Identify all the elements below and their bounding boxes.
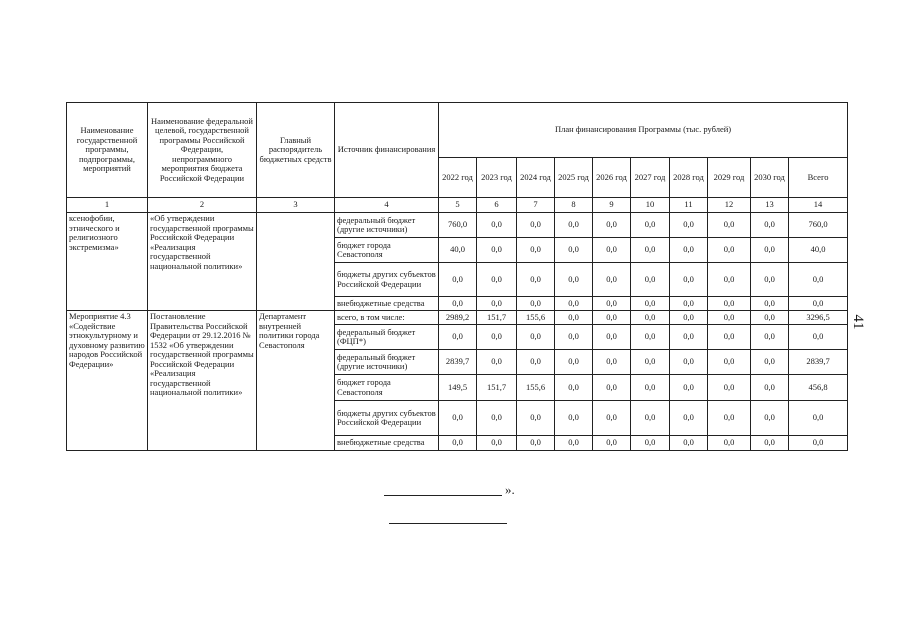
value-cell: 0,0 [708,263,751,297]
value-cell: 0,0 [670,213,708,238]
value-cell: 0,0 [477,213,517,238]
value-cell: 0,0 [631,238,670,263]
page-number: 41 [850,314,866,330]
value-cell: 0,0 [670,238,708,263]
value-cell: 0,0 [631,297,670,311]
value-cell: 0,0 [708,350,751,375]
value-cell: 0,0 [555,401,593,436]
column-index: 3 [257,198,335,213]
value-cell: 155,6 [517,311,555,325]
column-index: 1 [67,198,148,213]
column-index: 8 [555,198,593,213]
block1-measure-name: ксенофобии, этнического и религиозного экстремизма» [67,213,148,311]
value-cell: 0,0 [670,325,708,350]
value-cell: 0,0 [593,350,631,375]
source-label: внебюджетные средства [335,436,439,451]
value-cell: 0,0 [670,297,708,311]
value-cell: 0,0 [593,375,631,401]
value-cell: 0,0 [555,238,593,263]
value-cell: 0,0 [439,436,477,451]
source-label: бюджет города Севастополя [335,238,439,263]
value-cell: 0,0 [708,238,751,263]
value-cell: 0,0 [708,213,751,238]
value-cell: 0,0 [708,311,751,325]
total-cell: 0,0 [789,401,848,436]
financing-table [66,102,848,451]
column-index: 6 [477,198,517,213]
value-cell: 0,0 [555,297,593,311]
value-cell: 0,0 [593,213,631,238]
value-cell: 0,0 [555,436,593,451]
value-cell: 0,0 [593,401,631,436]
total-cell: 760,0 [789,213,848,238]
value-cell: 40,0 [439,238,477,263]
value-cell: 0,0 [631,350,670,375]
separator-line [389,523,507,524]
value-cell: 0,0 [708,297,751,311]
source-label: федеральный бюджет (ФЦП*) [335,325,439,350]
value-cell: 0,0 [555,263,593,297]
source-label: бюджеты других субъектов Российской Федерации [335,263,439,297]
value-cell: 0,0 [670,375,708,401]
value-cell: 0,0 [593,436,631,451]
value-cell: 0,0 [593,325,631,350]
block2-measure-name: Мероприятие 4.3 «Содействие этнокультурному и духовному развитию народов Российской Федерации» [67,311,148,451]
value-cell: 0,0 [439,325,477,350]
total-cell: 3296,5 [789,311,848,325]
column-index: 10 [631,198,670,213]
value-cell: 0,0 [593,311,631,325]
column-index: 12 [708,198,751,213]
closing-quote-mark: ». [505,482,515,497]
column-index: 7 [517,198,555,213]
header-budget-manager: Главный распорядитель бюджетных средств [257,103,335,198]
column-index: 13 [751,198,789,213]
value-cell: 0,0 [708,375,751,401]
value-cell: 0,0 [751,325,789,350]
value-cell: 0,0 [631,213,670,238]
value-cell: 0,0 [708,401,751,436]
value-cell: 149,5 [439,375,477,401]
column-index: 9 [593,198,631,213]
value-cell: 0,0 [751,213,789,238]
value-cell: 0,0 [631,375,670,401]
value-cell: 0,0 [751,297,789,311]
value-cell: 760,0 [439,213,477,238]
value-cell: 0,0 [708,325,751,350]
total-cell: 456,8 [789,375,848,401]
value-cell: 0,0 [708,436,751,451]
value-cell: 0,0 [593,297,631,311]
source-label: внебюджетные средства [335,297,439,311]
block1-program-doc: «Об утверждении государственной программы Российской Федерации «Реализация государственной национальной политики» [148,213,257,311]
value-cell: 0,0 [517,213,555,238]
value-cell: 151,7 [477,375,517,401]
total-cell: 40,0 [789,238,848,263]
header-year: 2030 год [751,158,789,198]
value-cell: 0,0 [477,350,517,375]
value-cell: 0,0 [517,325,555,350]
column-index: 2 [148,198,257,213]
value-cell: 0,0 [631,436,670,451]
value-cell: 0,0 [517,238,555,263]
header-federal-program: Наименование федеральной целевой, государственной программы Российской Федерации, непрограммного мероприятия бюджета Российской Федерации [148,103,257,198]
value-cell: 0,0 [477,401,517,436]
column-index: 4 [335,198,439,213]
value-cell: 0,0 [593,263,631,297]
value-cell: 0,0 [439,401,477,436]
column-index: 14 [789,198,848,213]
value-cell: 0,0 [631,325,670,350]
header-total: Всего [789,158,848,198]
column-index: 5 [439,198,477,213]
value-cell: 0,0 [751,311,789,325]
value-cell: 0,0 [631,311,670,325]
value-cell: 0,0 [477,238,517,263]
value-cell: 0,0 [477,297,517,311]
value-cell: 0,0 [439,263,477,297]
value-cell: 0,0 [517,350,555,375]
source-label: бюджет города Севастополя [335,375,439,401]
header-funding-source: Источник финансирования [335,103,439,198]
source-label: бюджеты других субъектов Российской Федерации [335,401,439,436]
value-cell: 0,0 [670,401,708,436]
value-cell: 151,7 [477,311,517,325]
value-cell: 0,0 [555,311,593,325]
header-year: 2029 год [708,158,751,198]
closing-line [384,495,502,496]
value-cell: 0,0 [751,350,789,375]
total-cell: 0,0 [789,297,848,311]
value-cell: 2839,7 [439,350,477,375]
header-financing-plan: План финансирования Программы (тыс. рублей) [439,103,848,158]
value-cell: 0,0 [477,436,517,451]
value-cell: 0,0 [631,401,670,436]
value-cell: 0,0 [670,311,708,325]
header-year: 2024 год [517,158,555,198]
header-year: 2026 год [593,158,631,198]
value-cell: 0,0 [751,401,789,436]
column-index: 11 [670,198,708,213]
header-year: 2027 год [631,158,670,198]
value-cell: 0,0 [751,375,789,401]
header-year: 2028 год [670,158,708,198]
value-cell: 0,0 [555,375,593,401]
value-cell: 0,0 [670,263,708,297]
value-cell: 0,0 [555,213,593,238]
source-label: федеральный бюджет (другие источники) [335,213,439,238]
value-cell: 0,0 [517,401,555,436]
value-cell: 2989,2 [439,311,477,325]
total-cell: 0,0 [789,436,848,451]
value-cell: 0,0 [751,238,789,263]
value-cell: 0,0 [751,436,789,451]
value-cell: 0,0 [631,263,670,297]
header-year: 2023 год [477,158,517,198]
value-cell: 0,0 [555,350,593,375]
block1-agency [257,213,335,311]
total-cell: 0,0 [789,263,848,297]
source-label: федеральный бюджет (другие источники) [335,350,439,375]
value-cell: 0,0 [517,436,555,451]
header-year: 2025 год [555,158,593,198]
header-year: 2022 год [439,158,477,198]
block2-agency: Департамент внутренней политики города Севастополя [257,311,335,451]
value-cell: 0,0 [670,436,708,451]
source-label: всего, в том числе: [335,311,439,325]
value-cell: 0,0 [439,297,477,311]
value-cell: 0,0 [517,263,555,297]
value-cell: 0,0 [555,325,593,350]
value-cell: 0,0 [593,238,631,263]
total-cell: 2839,7 [789,350,848,375]
value-cell: 155,6 [517,375,555,401]
value-cell: 0,0 [670,350,708,375]
block2-program-doc: Постановление Правительства Российской Федерации от 29.12.2016 № 1532 «Об утверждении государственной программы Российской Федерации «Реализация государственной национальной политики» [148,311,257,451]
value-cell: 0,0 [477,325,517,350]
total-cell: 0,0 [789,325,848,350]
value-cell: 0,0 [477,263,517,297]
header-program-name: Наименование государственной программы, подпрограммы, мероприятий [67,103,148,198]
value-cell: 0,0 [751,263,789,297]
value-cell: 0,0 [517,297,555,311]
